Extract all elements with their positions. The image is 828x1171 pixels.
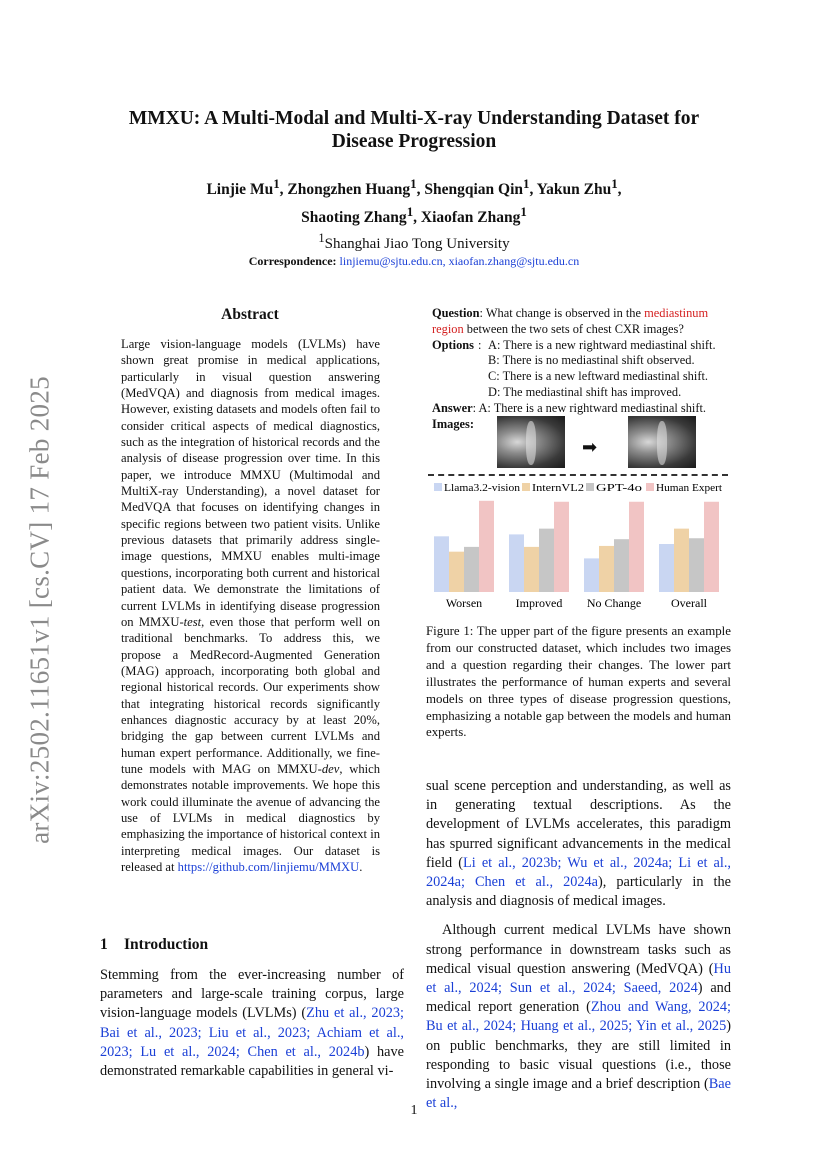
citation-link[interactable]: Bae et al., — [426, 1076, 731, 1112]
author: Shaoting Zhang$^1$ — [301, 204, 414, 227]
bar — [599, 546, 614, 592]
correspondence — [100, 254, 728, 269]
figure-images-label: Images: — [432, 416, 474, 431]
legend-swatch — [434, 483, 442, 491]
bar — [539, 529, 554, 592]
dataset-link[interactable]: https://github.com/linjiemu/MMXU — [177, 860, 360, 874]
correspondence-label: Correspondence: — [248, 254, 337, 268]
section-heading-introduction: 1 Introduction — [100, 936, 209, 953]
bar — [434, 536, 449, 592]
citation-link[interactable]: Li et al., 2023b; Wu et al., 2024a; Li et al., 2024a; Chen et al., 2024a — [426, 854, 731, 891]
author: Linjie Mu$^1$ — [206, 176, 280, 199]
bar — [659, 544, 674, 592]
chest-xray-previous — [497, 416, 565, 468]
abstract-heading: Abstract — [221, 306, 279, 323]
figure-question: Question: What change is observed in the mediastinum region between the two sets of chest CXR images? — [432, 306, 709, 336]
category-label: Overall — [671, 596, 707, 610]
legend-label: InternVL2 — [532, 483, 584, 494]
citation-link[interactable]: Zhu et al., 2023; Bai et al., 2023; Liu et al., 2023; Achiam et al., 2023; Lu et al., 2024; Chen et al., 2024b — [100, 1005, 404, 1060]
figure-answer: Answer: A: There is a new rightward mediastinal shift. — [432, 400, 707, 415]
category-label: Improved — [515, 596, 563, 610]
bar — [449, 552, 464, 592]
figure-options: Options : A: There is a new rightward mediastinal shift. B: There is no mediastinal shift observed. C: There is a new leftward mediastinal shift. D: The mediastinal shift has improved. — [432, 338, 732, 401]
bar — [584, 558, 599, 592]
paper-title: MMXU: A Multi-Modal and Multi-X-ray Understanding Dataset for Disease Progression — [128, 108, 700, 152]
category-label: No Change — [586, 596, 642, 610]
arxiv-identifier — [20, 365, 60, 855]
bar — [524, 547, 539, 592]
abstract-text: Large vision-language models (LVLMs) have shown great promise in medical applications, particularly in visual question answering (MedVQA) and diagnosis from medical images. However, existing datasets and models often fail to consider critical aspects of medical diagnostics, such as the integration of historical records and the analysis of disease progression over time. In this paper, we introduce MMXU (Multimodal and MultiX-ray Understanding), a novel dataset for MedVQA that focuses on identifying changes in specific regions between two patient visits. Unlike previous datasets that primarily address single-image questions, MMXU enables multi-image questions, incorporating both current and historical patient data. We demonstrate the limitations of current LVLMs in identifying disease progression on MMXU-test, even those that perform well on traditional benchmarks. To address this, we propose a MedRecord-Augmented Generation (MAG) approach, incorporating both global and regional historical records. Our experiments show that integrating historical records significantly enhances diagnostic accuracy by at least 20%, bridging the gap between current LVLMs and human expert performance. Additionally, we fine-tune models with MAG on MMXU-dev, which demonstrates notable improvements. We hope this work could illuminate the avenue of advancing the use of LVLMs in medical diagnostics by emphasizing the importance of historical context in interpreting medical images. Our dataset is released at https://github.com/linjiemu/MMXU. — [121, 337, 380, 874]
legend-label: Llama3.2-vision — [444, 483, 520, 494]
legend-label: GPT-4o — [596, 483, 642, 494]
introduction-text: Stemming from the ever-increasing number of parameters and large-scale training corpus, large vision-language models (LVLMs) (Zhu et al., 2023; Bai et al., 2023; Liu et al., 2023; Achiam et al., 2023; Lu et al., 2024; Chen et al., 2024b) have demonstrated remarkable capabilities in general vi- — [100, 967, 404, 1080]
bar — [554, 502, 569, 592]
right-column-text — [426, 777, 731, 1113]
citation-link[interactable]: Zhou and Wang, 2024; Bu et al., 2024; Huang et al., 2025; Yin et al., 2025 — [426, 999, 731, 1035]
bar — [629, 502, 644, 592]
performance-bar-chart — [428, 478, 730, 618]
chest-xray-current — [628, 416, 696, 468]
option-c: C: There is a new leftward mediastinal shift. — [488, 369, 708, 384]
page-number: 1 — [410, 1103, 418, 1118]
citation-link[interactable]: Hu et al., 2024; Sun et al., 2024; Saeed, 2024 — [426, 960, 731, 997]
figure-question-block — [432, 306, 732, 432]
bar — [689, 538, 704, 592]
option-a: A: There is a new rightward mediastinal shift. — [488, 337, 716, 352]
legend-swatch — [586, 483, 594, 491]
paragraph: Although current medical LVLMs have shown strong performance in downstream tasks such as medical visual question answering (MedVQA) (Hu et al., 2024; Sun et al., 2024; Saeed, 2024) and medical report generation (Zhou and Wang, 2024; Bu et al., 2024; Huang et al., 2025; Yin et al., 2025) on public benchmarks, they are still limited in responding to basic visual questions (i.e., those involving a single image and a brief description (Bae et al., — [426, 922, 731, 1112]
bar — [674, 529, 689, 592]
legend-swatch — [522, 483, 530, 491]
author: Yakun Zhu$^1$ — [536, 176, 618, 199]
arxiv-id-text: arXiv:2502.11651v1 [cs.CV] 17 Feb 2025 — [24, 376, 55, 844]
option-b: B: There is no mediastinal shift observed. — [488, 353, 695, 368]
category-label: Worsen — [445, 596, 483, 610]
bar — [509, 534, 524, 592]
author: Shengqian Qin$^1$ — [424, 176, 530, 199]
legend-label: Human Expert — [656, 483, 723, 494]
figure-caption: Figure 1: The upper part of the figure presents an example from our constructed dataset, which includes two images and a question regarding their changes. The lower part illustrates the performance of human experts and several models on three types of disease progression questions, emphasizing a notable gap between the models and human experts. — [426, 624, 731, 740]
figure-divider — [428, 474, 728, 476]
author: Xiaofan Zhang$^1$ — [420, 204, 527, 227]
bar — [464, 547, 479, 592]
author: Zhongzhen Huang$^1$ — [287, 176, 417, 199]
bar — [614, 539, 629, 592]
right-arrow-icon: ➡ — [582, 437, 598, 457]
bar — [479, 501, 494, 592]
correspondence-emails[interactable]: linjiemu@sjtu.edu.cn, xiaofan.zhang@sjtu.edu.cn — [339, 254, 580, 268]
author-list: Linjie Mu$^1$, Zhongzhen Huang$^1$, Shengqian Qin$^1$, Yakun Zhu$^1$, Shaoting Zhang$^1$, Xiaofan Zhang$^1$ — [206, 176, 622, 227]
option-d: D: The mediastinal shift has improved. — [488, 384, 682, 399]
legend-swatch — [646, 483, 654, 491]
bar — [704, 502, 719, 592]
affiliation: $^1$Shanghai Jiao Tong University — [318, 231, 510, 252]
paragraph: sual scene perception and understanding, as well as in generating textual descriptions. As the development of LVLMs accelerates, this paradigm has spurred significant advancements in the medical field (Li et al., 2023b; Wu et al., 2024a; Li et al., 2024a; Chen et al., 2024a), particularly in the analysis and diagnosis of medical images. — [426, 778, 731, 910]
